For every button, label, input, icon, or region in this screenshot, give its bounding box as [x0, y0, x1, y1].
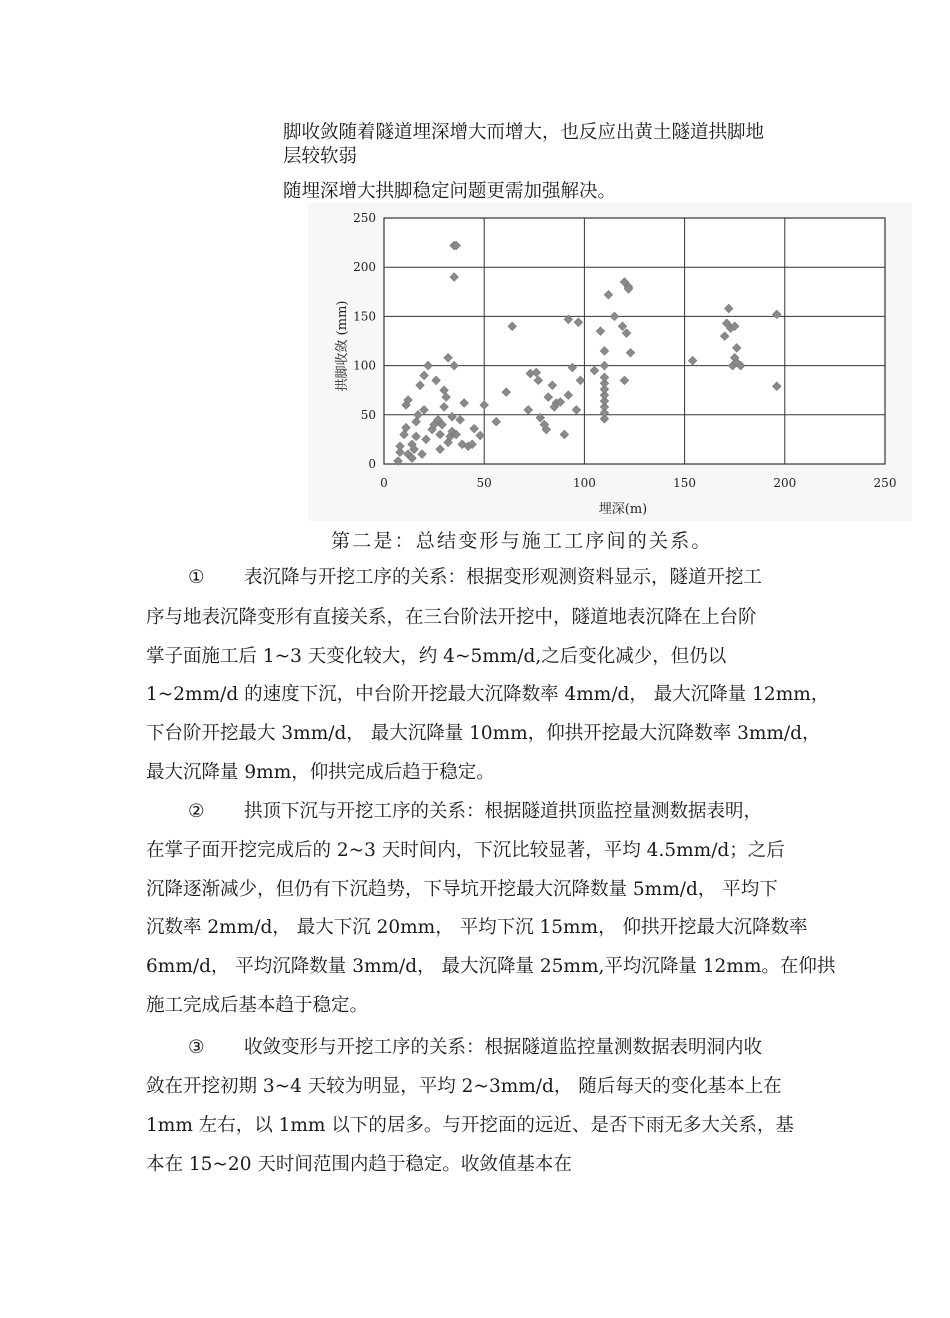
- para3-line-1: 收敛变形与开挖工序的关系：根据隧道监控量测数据表明洞内收: [244, 1037, 763, 1058]
- para3-line-2: 敛在开挖初期 3~4 天较为明显，平均 2~3mm/d， 随后每天的变化基本上在: [146, 1076, 782, 1097]
- para2-line-2: 在掌子面开挖完成后的 2~3 天时间内，下沉比较显著，平均 4.5mm/d；之后: [146, 840, 785, 861]
- para2-line-4: 沉数率 2mm/d， 最大下沉 20mm， 平均下沉 15mm， 仰拱开挖最大沉降数率: [146, 917, 808, 938]
- para1-first-line: [188, 566, 762, 590]
- x-tick-label: 100: [572, 476, 596, 490]
- para1-line-2: 序与地表沉降变形有直接关系，在三台阶法开挖中，隧道地表沉降在上台阶: [146, 607, 757, 628]
- para1-line-5: 下台阶开挖最大 3mm/d， 最大沉降量 10mm，仰拱开挖最大沉降数率 3mm/d，: [146, 723, 821, 744]
- para2-line-6: 施工完成后基本趋于稳定。: [146, 995, 369, 1016]
- para2-line-3: 沉降逐渐减少，但仍有下沉趋势，下导坑开挖最大沉降数量 5mm/d， 平均下: [146, 879, 778, 900]
- y-tick-label: 0: [368, 457, 376, 471]
- chart-grid: [384, 218, 885, 464]
- x-tick-label: 200: [773, 476, 797, 490]
- para2-line-5: 6mm/d， 平均沉降数量 3mm/d， 最大沉降量 25mm,平均沉降量 12mm。在仰拱: [146, 956, 836, 977]
- y-tick-label: 100: [353, 358, 376, 373]
- x-tick-label: 50: [476, 476, 492, 490]
- y-tick-label: 150: [353, 309, 376, 324]
- intro-line-3: 随埋深增大拱脚稳定问题更需加强解决。: [283, 181, 617, 202]
- y-tick-label: 200: [353, 260, 376, 275]
- para1-line-1: 表沉降与开挖工序的关系：根据变形观测资料显示，隧道开挖工: [244, 567, 763, 588]
- para3-first-line: [188, 1036, 762, 1060]
- scatter-chart: [308, 203, 912, 521]
- section-caption: 第二是：总结变形与施工工序间的关系。: [331, 530, 713, 552]
- para3-line-4: 本在 15~20 天时间范围内趋于稳定。收敛值基本在: [146, 1154, 572, 1175]
- plot-frame: [384, 218, 885, 464]
- para1-line-4: 1~2mm/d 的速度下沉，中台阶开挖最大沉降数率 4mm/d， 最大沉降量 12mm，: [146, 684, 830, 705]
- y-axis-label: 拱脚收敛 (mm): [335, 300, 350, 392]
- para2-number: ②: [188, 801, 205, 822]
- x-tick-label: 250: [873, 476, 897, 490]
- para2-line-1: 拱顶下沉与开挖工序的关系：根据隧道拱顶监控量测数据表明，: [244, 801, 763, 822]
- x-axis-label: 埋深(m): [598, 502, 648, 517]
- x-tick-label: 150: [673, 476, 697, 490]
- para1-line-6: 最大沉降量 9mm，仰拱完成后趋于稳定。: [146, 762, 495, 783]
- intro-line-2: 层较软弱: [283, 146, 358, 167]
- para2-first-line: [188, 800, 762, 824]
- para1-number: ①: [188, 567, 205, 588]
- y-tick-label: 250: [353, 211, 376, 225]
- intro-line-1: 脚收敛随着隧道埋深增大而增大，也反应出黄土隧道拱脚地: [283, 122, 765, 143]
- para1-line-3: 掌子面施工后 1~3 天变化较大，约 4~5mm/d,之后变化减少，但仍以: [146, 646, 727, 667]
- para3-line-3: 1mm 左右，以 1mm 以下的居多。与开挖面的远近、是否下雨无多大关系，基: [146, 1115, 794, 1136]
- para3-number: ③: [188, 1037, 205, 1058]
- x-tick-label: 0: [380, 476, 388, 490]
- y-tick-label: 50: [360, 407, 376, 422]
